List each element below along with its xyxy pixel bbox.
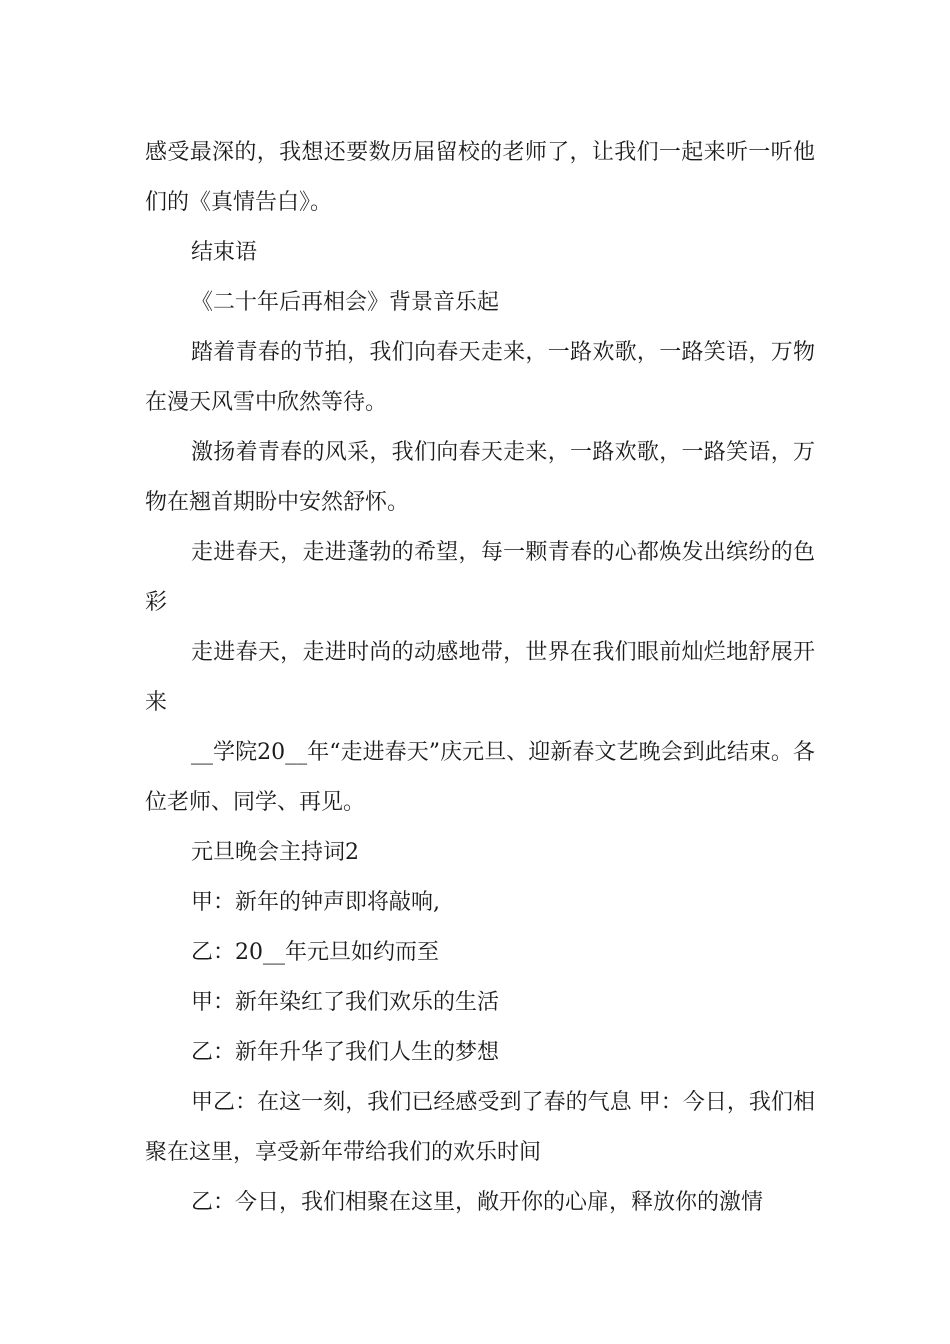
document-body — [145, 128, 815, 1228]
paragraph: 激扬着青春的风采，我们向春天走来，一路欢歌，一路笑语，万物在翘首期盼中安然舒怀。 — [145, 440, 815, 515]
section-heading-closing: 结束语 — [191, 240, 258, 265]
dialogue-line: 甲乙：在这一刻，我们已经感受到了春的气息 甲：今日，我们相聚在这里，享受新年带给我们的欢乐时间 — [145, 1090, 815, 1165]
dialogue-line: 乙：今日，我们相聚在这里，敞开你的心扉，释放你的激情 — [191, 1190, 764, 1215]
dialogue-line: 甲：新年染红了我们欢乐的生活 — [191, 990, 500, 1015]
section-heading: 元旦晚会主持词2 — [191, 840, 359, 865]
paragraph: __学院20__年“走进春天”庆元旦、迎新春文艺晚会到此结束。各位老师、同学、再见。 — [145, 740, 815, 815]
dialogue-line: 甲：新年的钟声即将敲响, — [191, 890, 440, 915]
dialogue-line: 乙：20__年元旦如约而至 — [191, 940, 439, 965]
dialogue-line: 乙：新年升华了我们人生的梦想 — [191, 1040, 500, 1065]
paragraph: 走进春天，走进蓬勃的希望，每一颗青春的心都焕发出缤纷的色彩 — [145, 540, 815, 615]
paragraph: 走进春天，走进时尚的动感地带，世界在我们眼前灿烂地舒展开来 — [145, 640, 815, 715]
paragraph: 踏着青春的节拍，我们向春天走来，一路欢歌，一路笑语，万物在漫天风雪中欣然等待。 — [145, 340, 815, 415]
stage-direction: 《二十年后再相会》背景音乐起 — [191, 290, 500, 315]
paragraph-continuation: 感受最深的，我想还要数历届留校的老师了，让我们一起来听一听他们的《真情告白》。 — [145, 140, 815, 215]
